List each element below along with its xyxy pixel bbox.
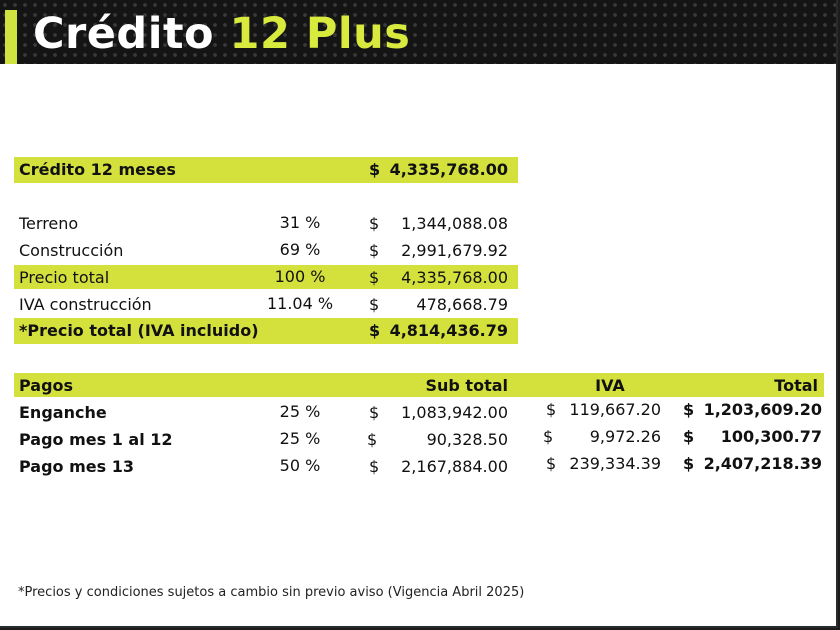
payment-label: Enganche	[19, 403, 107, 422]
price-row-label: IVA construcción	[19, 295, 152, 314]
footnote: *Precios y condiciones sujetos a cambio sin previo aviso (Vigencia Abril 2025)	[18, 585, 525, 600]
price-row-currency: $	[369, 268, 380, 287]
payment-percent: 25 %	[279, 402, 321, 421]
payment-percent: 25 %	[279, 429, 321, 448]
payments-header-label: Pagos	[19, 376, 74, 395]
page-title	[33, 6, 410, 62]
price-row-percent: 31 %	[279, 213, 321, 232]
price-row-currency: $	[369, 295, 380, 314]
price-row-amount: 4,814,436.79	[389, 321, 508, 340]
credit-label: Crédito 12 meses	[19, 160, 176, 179]
payment-total-currency: $	[683, 400, 695, 419]
payments-header-total: Total	[774, 376, 818, 395]
payment-subtotal: 1,083,942.00	[401, 403, 508, 422]
price-row-currency: $	[369, 214, 380, 233]
payment-iva-currency: $	[546, 400, 557, 419]
price-row-label: *Precio total (IVA incluido)	[19, 321, 259, 340]
credit-currency: $	[369, 160, 381, 179]
price-row-percent: 100 %	[274, 267, 326, 286]
payment-percent: 50 %	[279, 456, 321, 475]
price-row-label: Construcción	[19, 241, 124, 260]
payment-subtotal-currency: $	[369, 403, 380, 422]
payment-total: 2,407,218.39	[703, 454, 822, 473]
payment-subtotal: 90,328.50	[426, 430, 508, 449]
payment-label: Pago mes 13	[19, 457, 134, 476]
payment-iva-currency: $	[546, 454, 557, 473]
price-row-percent: 69 %	[279, 240, 321, 259]
price-row-amount: 4,335,768.00	[401, 268, 508, 287]
payment-iva: 239,334.39	[569, 454, 661, 473]
payment-total: 100,300.77	[720, 427, 822, 446]
payment-subtotal: 2,167,884.00	[401, 457, 508, 476]
credit-amount: 4,335,768.00	[389, 160, 508, 179]
header-banner	[0, 0, 836, 64]
price-row-amount: 2,991,679.92	[401, 241, 508, 260]
payment-total-currency: $	[683, 427, 695, 446]
payments-header-iva: IVA	[595, 376, 625, 395]
price-row-amount: 478,668.79	[416, 295, 508, 314]
payment-subtotal-currency: $	[369, 457, 380, 476]
price-row-currency: $	[369, 241, 380, 260]
price-row-percent: 11.04 %	[266, 294, 334, 313]
payments-header-subtotal: Sub total	[425, 376, 508, 395]
payment-iva: 119,667.20	[569, 400, 661, 419]
price-row-amount: 1,344,088.08	[401, 214, 508, 233]
payment-iva: 9,972.26	[589, 427, 661, 446]
payment-iva-currency: $	[543, 427, 554, 446]
title-plan: 12 Plus	[229, 9, 411, 59]
payment-total-currency: $	[683, 454, 695, 473]
price-row-currency: $	[369, 321, 381, 340]
payment-total: 1,203,609.20	[703, 400, 822, 419]
price-row-label: Terreno	[19, 214, 79, 233]
price-row-label: Precio total	[19, 268, 110, 287]
payment-subtotal-currency: $	[367, 430, 378, 449]
payment-label: Pago mes 1 al 12	[19, 430, 173, 449]
header-accent-bar	[5, 10, 17, 64]
title-credito: Crédito	[33, 9, 215, 59]
